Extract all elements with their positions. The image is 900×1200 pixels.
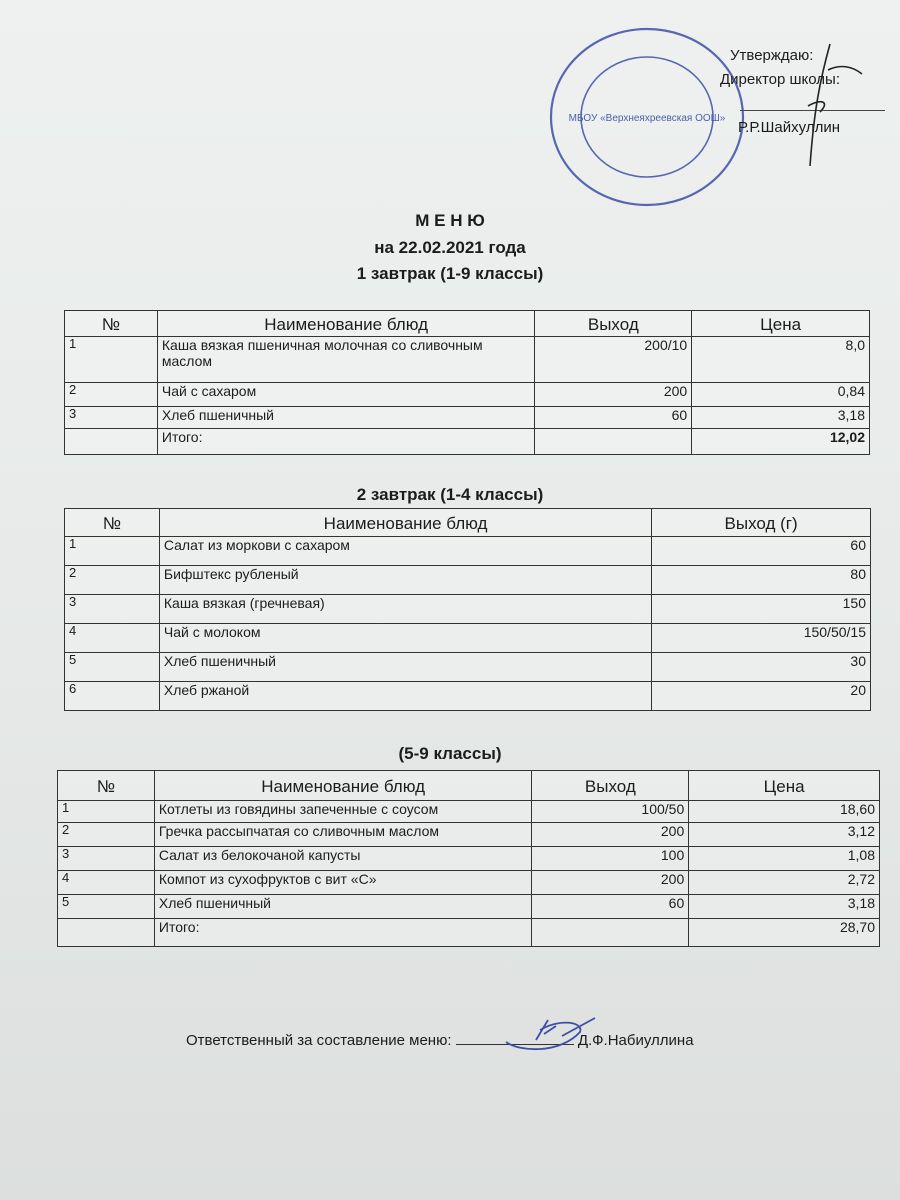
dish-name: Гречка рассыпчатая со сливочным маслом bbox=[154, 823, 532, 847]
dish-name: Хлеб ржаной bbox=[159, 682, 651, 711]
row-number: 5 bbox=[58, 895, 155, 919]
header-number: № bbox=[65, 311, 158, 337]
dish-name: Чай с молоком bbox=[159, 624, 651, 653]
header-price: Цена bbox=[692, 311, 870, 337]
total-row bbox=[58, 919, 880, 947]
section-title-2: 2 завтрак (1-4 классы) bbox=[356, 485, 544, 504]
responsible-signature bbox=[500, 1012, 600, 1057]
total-value: 28,70 bbox=[689, 919, 880, 947]
dish-yield: 150/50/15 bbox=[652, 624, 871, 653]
responsible-name: Д.Ф.Набиуллина bbox=[577, 1032, 694, 1049]
breakfast-1-table bbox=[64, 310, 870, 455]
dish-name: Чай с сахаром bbox=[157, 383, 535, 407]
table-header-row bbox=[65, 509, 871, 537]
row-number: 3 bbox=[58, 847, 155, 871]
dish-yield: 60 bbox=[652, 537, 871, 566]
stamp-text: МБОУ «Верхнеяхреевская ООШ» bbox=[568, 113, 726, 124]
table-row bbox=[58, 895, 880, 919]
table-row bbox=[58, 823, 880, 847]
table-row bbox=[65, 595, 871, 624]
dish-yield: 200 bbox=[535, 383, 692, 407]
row-number: 3 bbox=[65, 407, 158, 429]
dish-yield: 60 bbox=[532, 895, 689, 919]
row-number: 2 bbox=[65, 383, 158, 407]
header-yield: Выход (г) bbox=[652, 509, 871, 537]
row-number: 2 bbox=[58, 823, 155, 847]
header-dish: Наименование блюд bbox=[159, 509, 651, 537]
table-row bbox=[65, 682, 871, 711]
dish-yield: 100/50 bbox=[532, 801, 689, 823]
dish-yield: 60 bbox=[535, 407, 692, 429]
header-yield: Выход bbox=[535, 311, 692, 337]
header-number: № bbox=[58, 771, 155, 801]
table-row bbox=[58, 801, 880, 823]
total-value: 12,02 bbox=[692, 429, 870, 455]
table-header-row bbox=[58, 771, 880, 801]
dish-yield: 150 bbox=[652, 595, 871, 624]
table-row bbox=[65, 537, 871, 566]
dish-yield: 30 bbox=[652, 653, 871, 682]
header-number: № bbox=[65, 509, 160, 537]
responsible-line bbox=[186, 1030, 694, 1049]
responsible-label: Ответственный за составление меню: bbox=[186, 1032, 452, 1049]
dish-yield: 80 bbox=[652, 566, 871, 595]
lunch-5-9-table bbox=[57, 770, 880, 947]
header-dish: Наименование блюд bbox=[157, 311, 535, 337]
row-number: 1 bbox=[58, 801, 155, 823]
dish-price: 0,84 bbox=[692, 383, 870, 407]
table-row bbox=[65, 624, 871, 653]
row-number: 1 bbox=[65, 537, 160, 566]
table-row bbox=[65, 383, 870, 407]
dish-name: Каша вязкая (гречневая) bbox=[159, 595, 651, 624]
school-stamp bbox=[545, 22, 750, 212]
table-row bbox=[65, 653, 871, 682]
dish-name: Хлеб пшеничный bbox=[154, 895, 532, 919]
dish-name: Компот из сухофруктов с вит «С» bbox=[154, 871, 532, 895]
row-number: 5 bbox=[65, 653, 160, 682]
row-number: 1 bbox=[65, 337, 158, 383]
dish-yield: 200 bbox=[532, 823, 689, 847]
row-number: 2 bbox=[65, 566, 160, 595]
section-title-3: (5-9 классы) bbox=[398, 744, 502, 763]
total-row bbox=[65, 429, 870, 455]
breakfast-2-table bbox=[64, 508, 871, 711]
director-name: Р.Р.Шайхуллин bbox=[738, 119, 840, 136]
dish-price: 8,0 bbox=[692, 337, 870, 383]
table-row bbox=[58, 871, 880, 895]
dish-price: 3,18 bbox=[689, 895, 880, 919]
total-label: Итого: bbox=[154, 919, 532, 947]
header-yield: Выход bbox=[532, 771, 689, 801]
dish-price: 2,72 bbox=[689, 871, 880, 895]
director-signature bbox=[770, 40, 870, 170]
dish-name: Хлеб пшеничный bbox=[157, 407, 535, 429]
approval-title: Утверждаю: bbox=[730, 47, 814, 64]
row-number: 3 bbox=[65, 595, 160, 624]
row-number: 4 bbox=[58, 871, 155, 895]
menu-title: М Е Н Ю bbox=[415, 211, 485, 230]
dish-price: 3,18 bbox=[692, 407, 870, 429]
dish-price: 18,60 bbox=[689, 801, 880, 823]
menu-date: на 22.02.2021 года bbox=[374, 238, 526, 257]
section-title-1: 1 завтрак (1-9 классы) bbox=[356, 264, 544, 283]
dish-name: Каша вязкая пшеничная молочная со сливочным маслом bbox=[157, 337, 535, 383]
total-label: Итого: bbox=[157, 429, 535, 455]
dish-name: Салат из моркови с сахаром bbox=[159, 537, 651, 566]
dish-name: Салат из белокочаной капусты bbox=[154, 847, 532, 871]
dish-yield: 200/10 bbox=[535, 337, 692, 383]
dish-yield: 20 bbox=[652, 682, 871, 711]
table-header-row bbox=[65, 311, 870, 337]
row-number: 4 bbox=[65, 624, 160, 653]
dish-name: Котлеты из говядины запеченные с соусом bbox=[154, 801, 532, 823]
dish-yield: 200 bbox=[532, 871, 689, 895]
dish-yield: 100 bbox=[532, 847, 689, 871]
header-dish: Наименование блюд bbox=[154, 771, 532, 801]
table-row bbox=[65, 566, 871, 595]
dish-price: 3,12 bbox=[689, 823, 880, 847]
table-row bbox=[65, 407, 870, 429]
dish-name: Бифштекс рубленый bbox=[159, 566, 651, 595]
header-price: Цена bbox=[689, 771, 880, 801]
table-row bbox=[65, 337, 870, 383]
table-row bbox=[58, 847, 880, 871]
dish-price: 1,08 bbox=[689, 847, 880, 871]
approval-position: Директор школы: bbox=[720, 71, 840, 88]
dish-name: Хлеб пшеничный bbox=[159, 653, 651, 682]
row-number: 6 bbox=[65, 682, 160, 711]
